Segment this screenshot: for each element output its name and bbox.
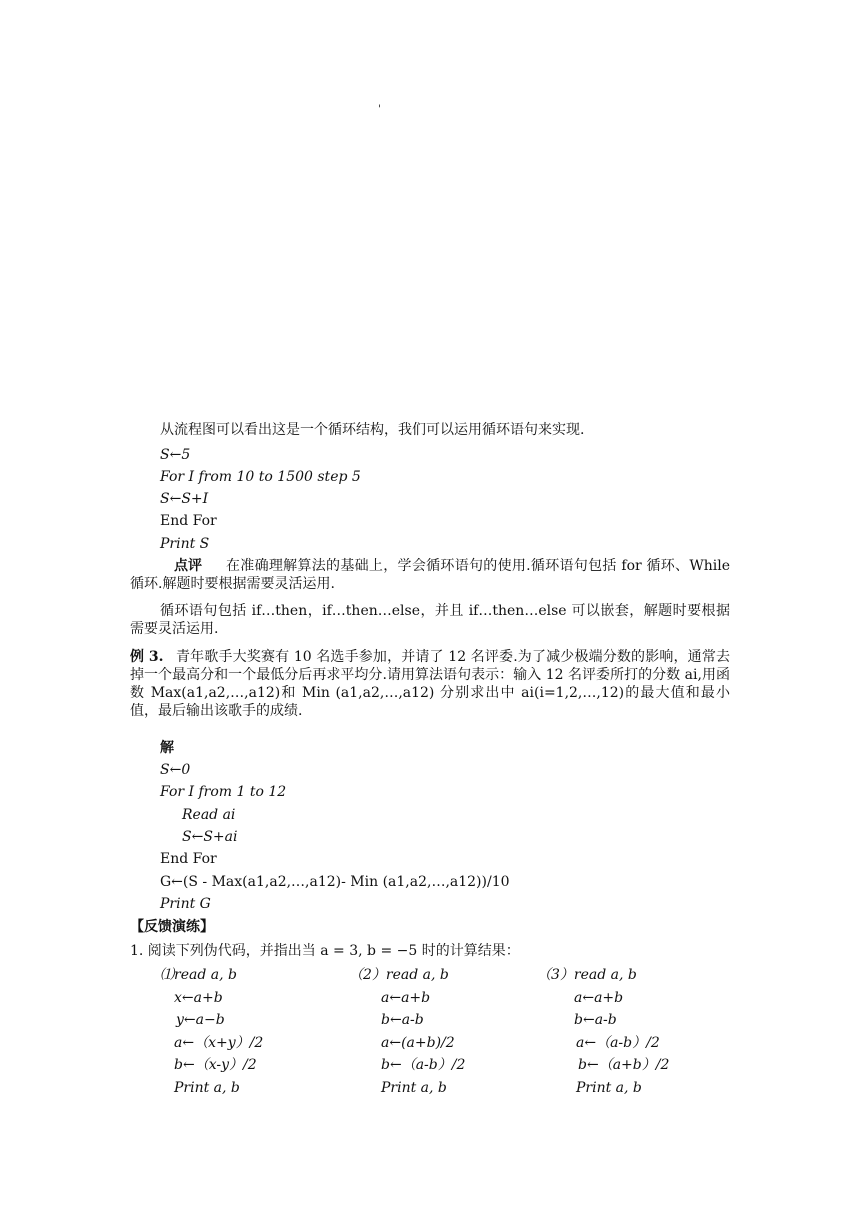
col2-line-1: （2）read a, b (349, 967, 449, 983)
code2-line-4: S←S+ai (182, 829, 238, 845)
code2-line-1: S←0 (160, 762, 191, 778)
question-1: 1. 阅读下列伪代码，并指出当 a = 3, b = −5 时的计算结果： (130, 943, 520, 959)
col2-line-2: a←a+b (381, 990, 431, 1006)
col3-line-4: a←（a-b）/2 (576, 1035, 660, 1051)
col3-line-6: Print a, b (576, 1080, 642, 1096)
code2-line-3: Read ai (182, 807, 236, 823)
code2-line-2: For I from 1 to 12 (160, 784, 287, 800)
col2-line-3: b←a-b (381, 1012, 424, 1028)
col3-line-1: （3）read a, b (537, 967, 637, 983)
code2-line-7: Print G (160, 896, 211, 912)
col2-line-5: b←（a-b）/2 (381, 1057, 466, 1073)
col1-line-4: a←（x+y）/2 (174, 1035, 264, 1051)
col2-line-4: a←(a+b)/2 (381, 1035, 455, 1051)
example-label: 例 3. (130, 649, 164, 665)
note-text: 循环语句包括 if…then，if…then…else，并且 if…then…else 可以嵌套，解题时要根据需要灵活运用. (130, 603, 730, 637)
code2-line-5: End For (160, 851, 217, 867)
col3-line-5: b←（a+b）/2 (578, 1057, 670, 1073)
code1-line-3: S←S+I (160, 491, 209, 507)
comment-label: 点评 (174, 558, 202, 574)
intro-text: 从流程图可以看出这是一个循环结构，我们可以运用循环语句来实现. (160, 422, 585, 438)
code1-line-2: For I from 10 to 1500 step 5 (160, 469, 361, 485)
col1-line-2: x←a+b (174, 990, 223, 1006)
comment-text: 在准确理解算法的基础上，学会循环语句的使用.循环语句包括 for 循环、While 循环.解题时要根据需要灵活运用. (130, 558, 730, 592)
col1-line-1: ⑴read a, b (160, 967, 237, 983)
feedback-heading: 【反馈演练】 (130, 919, 214, 935)
col1-line-5: b←（x-y）/2 (174, 1057, 257, 1073)
example-text: 青年歌手大奖赛有 10 名选手参加，并请了 12 名评委.为了减少极端分数的影响，通常去掉一个最高分和一个最低分后再求平均分.请用算法语句表示：输入 12 名评委所打的分数 ai,用函数 Max(a1,a2,…,a12)和 Min (a1,a2,…,a12) 分别求出中 ai(i=1,2,…,12)的最大值和最小值，最后输出该歌手的成绩. (130, 649, 730, 719)
code1-line-5: Print S (160, 536, 210, 552)
col1-line-6: Print a, b (174, 1080, 240, 1096)
col3-line-2: a←a+b (574, 990, 624, 1006)
solution-label: 解 (160, 740, 174, 756)
col2-line-6: Print a, b (381, 1080, 447, 1096)
code1-line-1: S←5 (160, 447, 191, 463)
col1-line-3: y←a−b (176, 1012, 225, 1028)
top-mark: ' (378, 104, 381, 115)
col3-line-3: b←a-b (574, 1012, 617, 1028)
code2-line-6: G←(S - Max(a1,a2,…,a12)- Min (a1,a2,…,a12))/10 (160, 874, 510, 890)
code1-line-4: End For (160, 513, 217, 529)
